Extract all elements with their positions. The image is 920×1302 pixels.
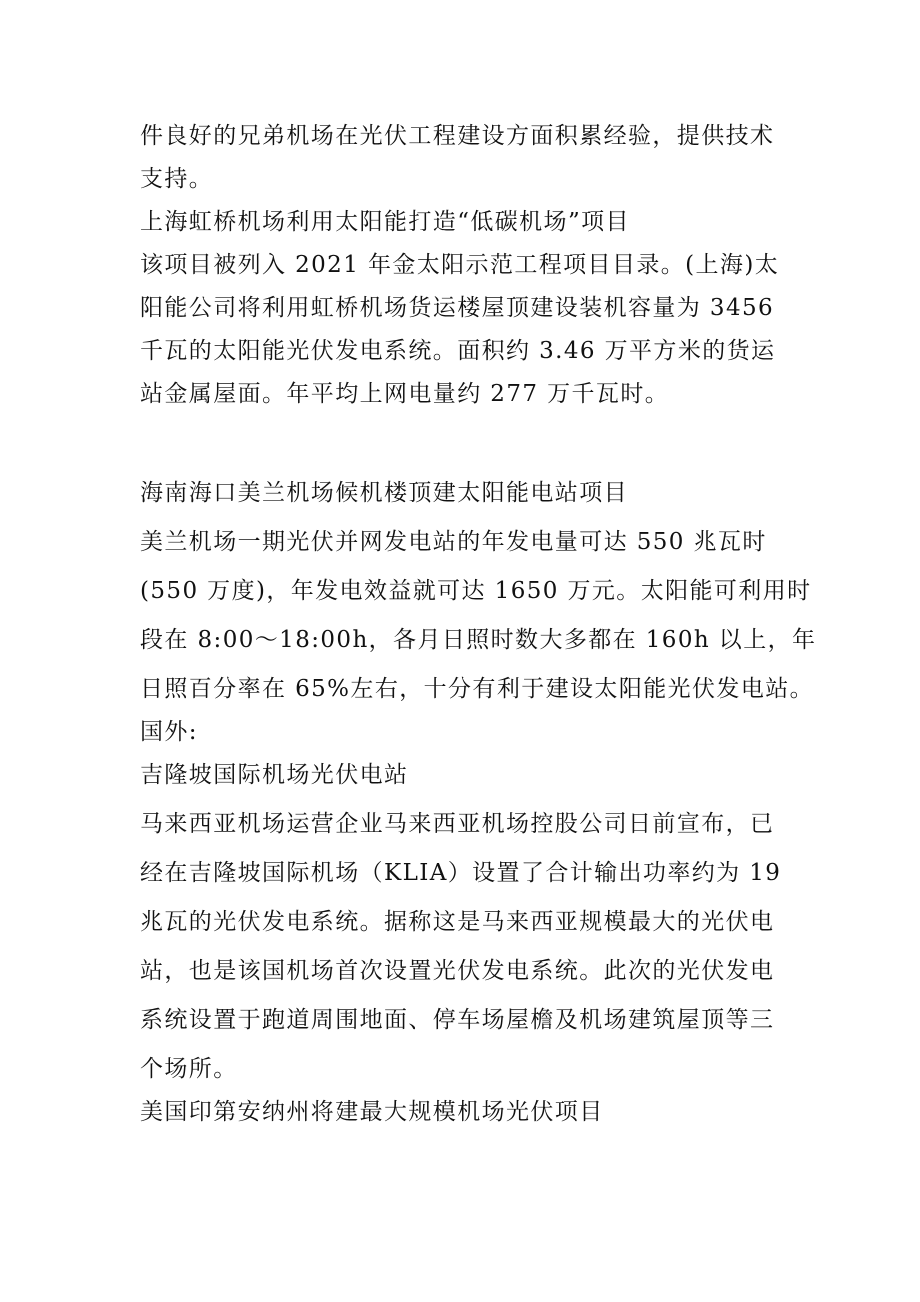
document-body: [140, 118, 817, 1131]
text-line: 经在吉隆坡国际机场（KLIA）设置了合计输出功率约为 19: [140, 860, 782, 886]
text-line: 马来西亚机场运营企业马来西亚机场控股公司日前宣布，已: [140, 811, 775, 837]
text-line: 美兰机场一期光伏并网发电站的年发电量可达 550 兆瓦时: [140, 529, 767, 555]
section-heading: 海南海口美兰机场候机楼顶建太阳能电站项目: [140, 480, 628, 506]
text-line: 站金属屋面。年平均上网电量约 277 万千瓦时。: [140, 381, 670, 407]
section-heading: 上海虹桥机场利用太阳能打造“低碳机场”项目: [140, 209, 630, 235]
text-line: 个场所。: [140, 1056, 238, 1082]
text-line: 阳能公司将利用虹桥机场货运楼屋顶建设装机容量为 3456: [140, 295, 775, 321]
text-line: 系统设置于跑道周围地面、停车场屋檐及机场建筑屋顶等三: [140, 1007, 775, 1033]
section-heading: 国外:: [140, 719, 198, 745]
text-line: (550 万度)，年发电效益就可达 1650 万元。太阳能可利用时: [140, 578, 812, 604]
text-line: 件良好的兄弟机场在光伏工程建设方面积累经验，提供技术: [140, 123, 775, 149]
text-line: 日照百分率在 65%左右，十分有利于建设太阳能光伏发电站。: [140, 676, 815, 702]
paragraph-gap: [140, 413, 800, 469]
text-line: 段在 8:00～18:00h，各月日照时数大多都在 160h 以上，年: [140, 627, 817, 653]
section-heading: 吉隆坡国际机场光伏电站: [140, 762, 409, 788]
text-line: 支持。: [140, 166, 214, 192]
text-line: 千瓦的太阳能光伏发电系统。面积约 3.46 万平方米的货运: [140, 338, 776, 364]
section-heading: 美国印第安纳州将建最大规模机场光伏项目: [140, 1099, 604, 1125]
text-line: 站，也是该国机场首次设置光伏发电系统。此次的光伏发电: [140, 958, 775, 984]
text-line: 该项目被列入 2021 年金太阳示范工程项目目录。(上海)太: [140, 252, 780, 278]
text-line: 兆瓦的光伏发电系统。据称这是马来西亚规模最大的光伏电: [140, 909, 775, 935]
